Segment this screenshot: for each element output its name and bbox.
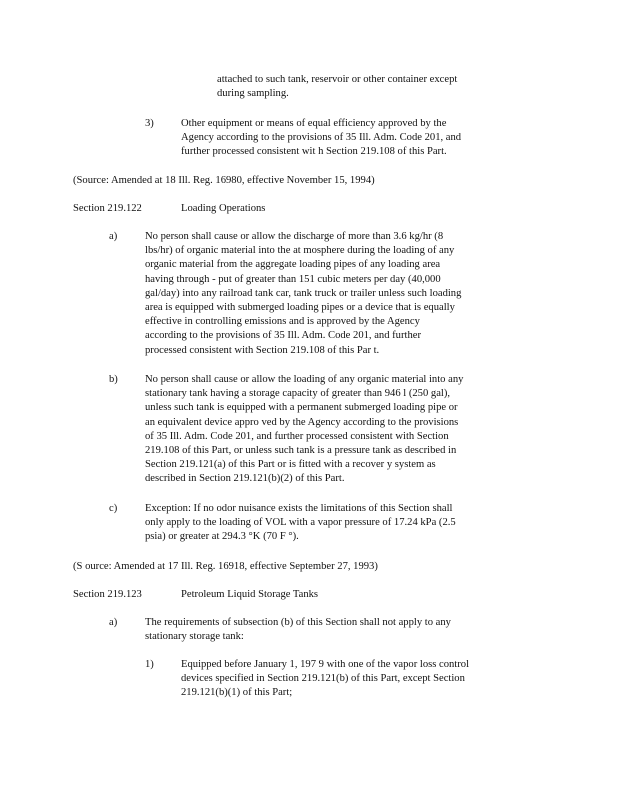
- item-b-paragraph: [145, 373, 463, 487]
- text-line: lbs/hr) of organic material into the at mosphere during the loading of any: [145, 245, 455, 257]
- text-line: Other equipment or means of equal efficiency approved by the: [181, 118, 447, 129]
- text-line: effective in controlling emissions and is approved by the Agency: [145, 316, 420, 328]
- text-line: No person shall cause or allow the discharge of more than 3.6 kg/hr (8: [145, 231, 444, 242]
- text-line: No person shall cause or allow the loading of any organic material into any: [145, 374, 464, 385]
- section-number: Section 219.123: [73, 589, 142, 600]
- text-line: attached to such tank, reservoir or other container except: [217, 74, 458, 85]
- source-note: (S ource: Amended at 17 Ill. Reg. 16918, effective September 27, 1993): [73, 561, 378, 572]
- item-a-paragraph: [145, 230, 461, 358]
- item-c-paragraph: [145, 502, 456, 545]
- item-label: b): [109, 374, 118, 385]
- text-line: unless such tank is equipped with a permanent submerged loading pipe or: [145, 402, 458, 414]
- text-line: 219.108 of this Part, or unless such tank is a pressure tank as described in: [145, 445, 457, 457]
- text-line: 219.121(b)(1) of this Part;: [181, 687, 293, 699]
- text-line: processed consistent with Section 219.108 of this Par t.: [145, 344, 380, 356]
- text-line: according to the provisions of 35 Ill. Adm. Code 201, and further: [145, 330, 421, 342]
- text-line: stationary tank having a storage capacity of greater than 946 l (250 gal),: [145, 388, 451, 400]
- text-line: Agency according to the provisions of 35 Ill. Adm. Code 201, and: [181, 132, 462, 144]
- text-line: of 35 Ill. Adm. Code 201, and further processed consistent with Section: [145, 430, 449, 442]
- text-line: having through - put of greater than 151 cubic meters per day (40,000: [145, 273, 441, 285]
- item-label: 1): [145, 659, 154, 670]
- section-title: Petroleum Liquid Storage Tanks: [181, 589, 319, 600]
- item-label: a): [109, 231, 118, 242]
- item-label: a): [109, 617, 118, 628]
- text-line: stationary storage tank:: [145, 631, 244, 643]
- source-note: (Source: Amended at 18 Ill. Reg. 16980, effective November 15, 1994): [73, 175, 375, 186]
- text-line: Equipped before January 1, 197 9 with one of the vapor loss control: [181, 659, 470, 670]
- text-line: during sampling.: [217, 88, 289, 100]
- text-line: organic material from the aggregate loading pipes of any loading area: [145, 259, 441, 271]
- continuation-paragraph: [217, 73, 457, 101]
- text-line: an equivalent device appro ved by the Agency according to the provisions: [145, 416, 459, 428]
- text-line: The requirements of subsection (b) of this Section shall not apply to any: [145, 617, 451, 628]
- text-line: area is equipped with submerged loading pipes or a device that is equally: [145, 302, 455, 314]
- item-3-paragraph: [181, 117, 461, 160]
- text-line: Section 219.121(a) of this Part or is fitted with a recover y system as: [145, 459, 436, 471]
- item-a-paragraph: [145, 616, 451, 644]
- text-line: Exception: If no odor nuisance exists the limitations of this Section shall: [145, 503, 453, 514]
- item-label: 3): [145, 118, 154, 129]
- item-1-paragraph: [181, 658, 469, 701]
- text-line: psia) or greater at 294.3 °K (70 F °).: [145, 531, 299, 543]
- text-line: only apply to the loading of VOL with a vapor pressure of 17.24 kPa (2.5: [145, 517, 456, 529]
- text-line: devices specified in Section 219.121(b) of this Part, except Section: [181, 673, 465, 685]
- section-title: Loading Operations: [181, 203, 266, 214]
- section-number: Section 219.122: [73, 203, 142, 214]
- item-label: c): [109, 503, 118, 514]
- text-line: further processed consistent wit h Section 219.108 of this Part.: [181, 146, 447, 158]
- text-line: gal/day) into any railroad tank car, tank truck or trailer unless such loading: [145, 287, 462, 299]
- text-line: described in Section 219.121(b)(2) of this Part.: [145, 473, 345, 485]
